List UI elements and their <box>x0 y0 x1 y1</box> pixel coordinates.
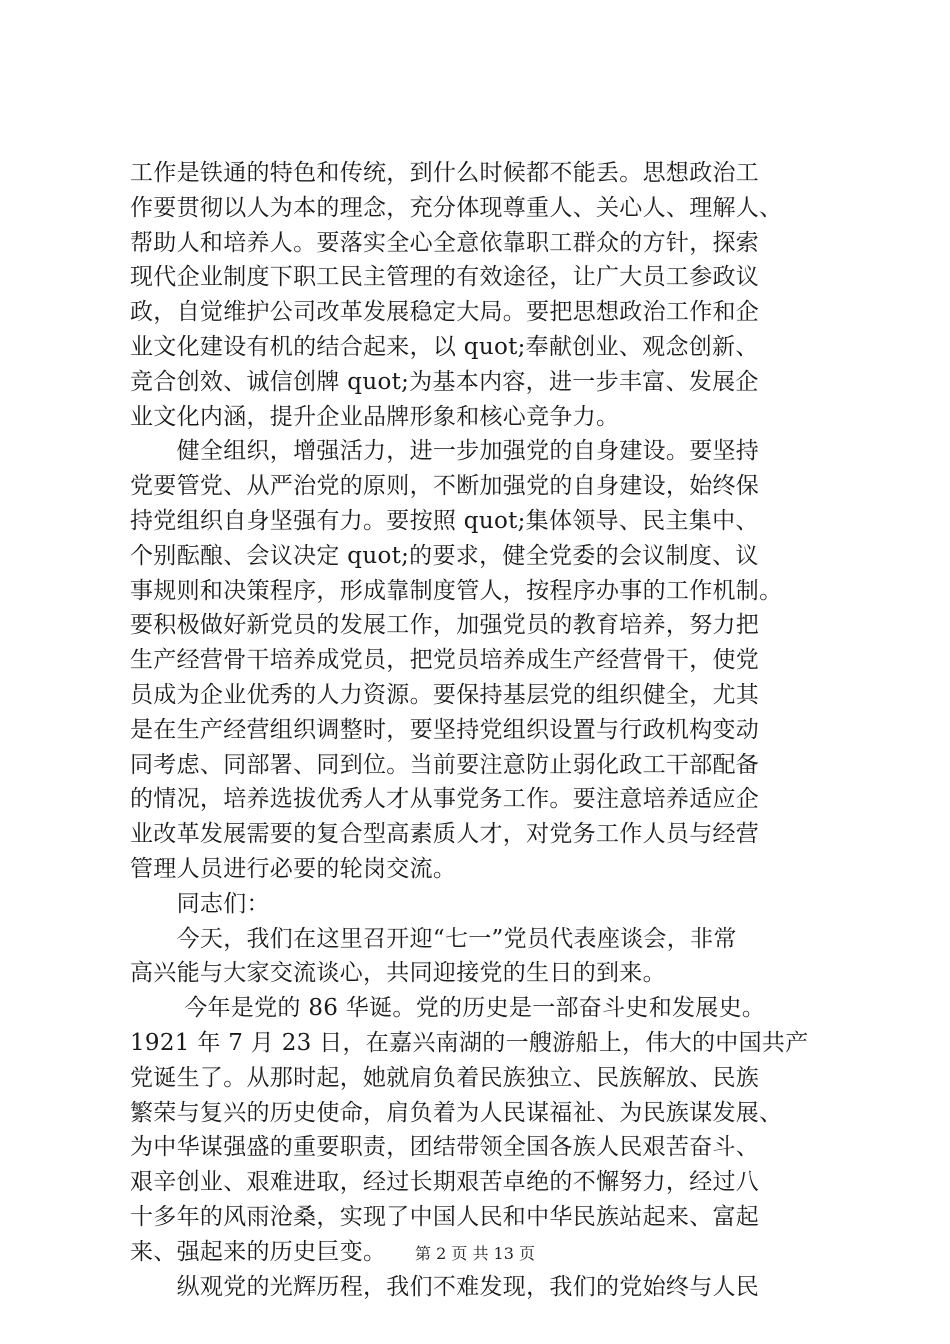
text-line: 竞合创效、诚信创牌 quot;为基本内容，进一步丰富、发展企 <box>130 368 759 395</box>
text-line: 十多年的风雨沧桑，实现了中国人民和中华民族站起来、富起 <box>130 1203 760 1230</box>
text-line: 业文化建设有机的结合起来，以 quot;奉献创业、观念创新、 <box>130 333 759 360</box>
text-line: 事规则和决策程序，形成靠制度管人，按程序办事的工作机制。 <box>130 577 783 604</box>
text-line: 同志们： <box>130 890 270 917</box>
text-line: 管理人员进行必要的轮岗交流。 <box>130 855 457 882</box>
text-line: 工作是铁通的特色和传统，到什么时候都不能丢。思想政治工 <box>130 160 760 186</box>
text-line: 今天，我们在这里召开迎“七一”党员代表座谈会，非常 <box>130 925 737 952</box>
text-line: 现代企业制度下职工民主管理的有效途径，让广大员工参政议 <box>130 264 760 291</box>
page-number-footer: 第 2 页 共 13 页 <box>415 1244 535 1263</box>
text-line: 同考虑、同部署、同到位。当前要注意防止弱化政工干部配备 <box>130 751 760 778</box>
document-body <box>130 156 838 1304</box>
text-line: 帮助人和培养人。要落实全心全意依靠职工群众的方针，探索 <box>130 229 760 256</box>
text-line: 员成为企业优秀的人力资源。要保持基层党的组织健全，尤其 <box>130 681 760 708</box>
text-line: 作要贯彻以人为本的理念，充分体现尊重人、关心人、理解人、 <box>130 194 783 221</box>
text-line: 个别酝酿、会议决定 quot;的要求，健全党委的会议制度、议 <box>130 542 759 569</box>
text-line: 持党组织自身坚强有力。要按照 quot;集体领导、民主集中、 <box>130 507 759 534</box>
text-line: 党要管党、从严治党的原则，不断加强党的自身建设，始终保 <box>130 473 760 500</box>
text-line: 要积极做好新党员的发展工作，加强党员的教育培养，努力把 <box>130 612 760 639</box>
text-line: 纵观党的光辉历程，我们不难发现，我们的党始终与人民 <box>130 1273 760 1300</box>
text-line: 1921 年 7 月 23 日，在嘉兴南湖的一艘游船上，伟大的中国共产 <box>130 1029 809 1056</box>
text-line: 健全组织，增强活力，进一步加强党的自身建设。要坚持 <box>130 438 760 465</box>
text-line: 为中华谋强盛的重要职责，团结带领全国各族人民艰苦奋斗、 <box>130 1134 760 1161</box>
text-line: 来、强起来的历史巨变。 <box>130 1238 387 1265</box>
text-line: 政，自觉维护公司改革发展稳定大局。要把思想政治工作和企 <box>130 299 760 326</box>
text-line: 的情况，培养选拔优秀人才从事党务工作。要注意培养适应企 <box>130 786 760 813</box>
text-line: 繁荣与复兴的历史使命，肩负着为人民谋福祉、为民族谋发展、 <box>130 1099 783 1126</box>
text-line: 业改革发展需要的复合型高素质人才，对党务工作人员与经营 <box>130 821 760 848</box>
text-line: 党诞生了。从那时起，她就肩负着民族独立、民族解放、民族 <box>130 1064 760 1091</box>
text-line: 艰辛创业、艰难进取，经过长期艰苦卓绝的不懈努力，经过八 <box>130 1169 760 1196</box>
text-line: 今年是党的 86 华诞。党的历史是一部奋斗史和发展史。 <box>130 995 766 1022</box>
text-line: 是在生产经营组织调整时，要坚持党组织设置与行政机构变动 <box>130 716 760 743</box>
text-line: 高兴能与大家交流谈心，共同迎接党的生日的到来。 <box>130 960 666 987</box>
text-line: 业文化内涵，提升企业品牌形象和核心竞争力。 <box>130 403 620 430</box>
text-line: 生产经营骨干培养成党员，把党员培养成生产经营骨干，使党 <box>130 647 760 674</box>
